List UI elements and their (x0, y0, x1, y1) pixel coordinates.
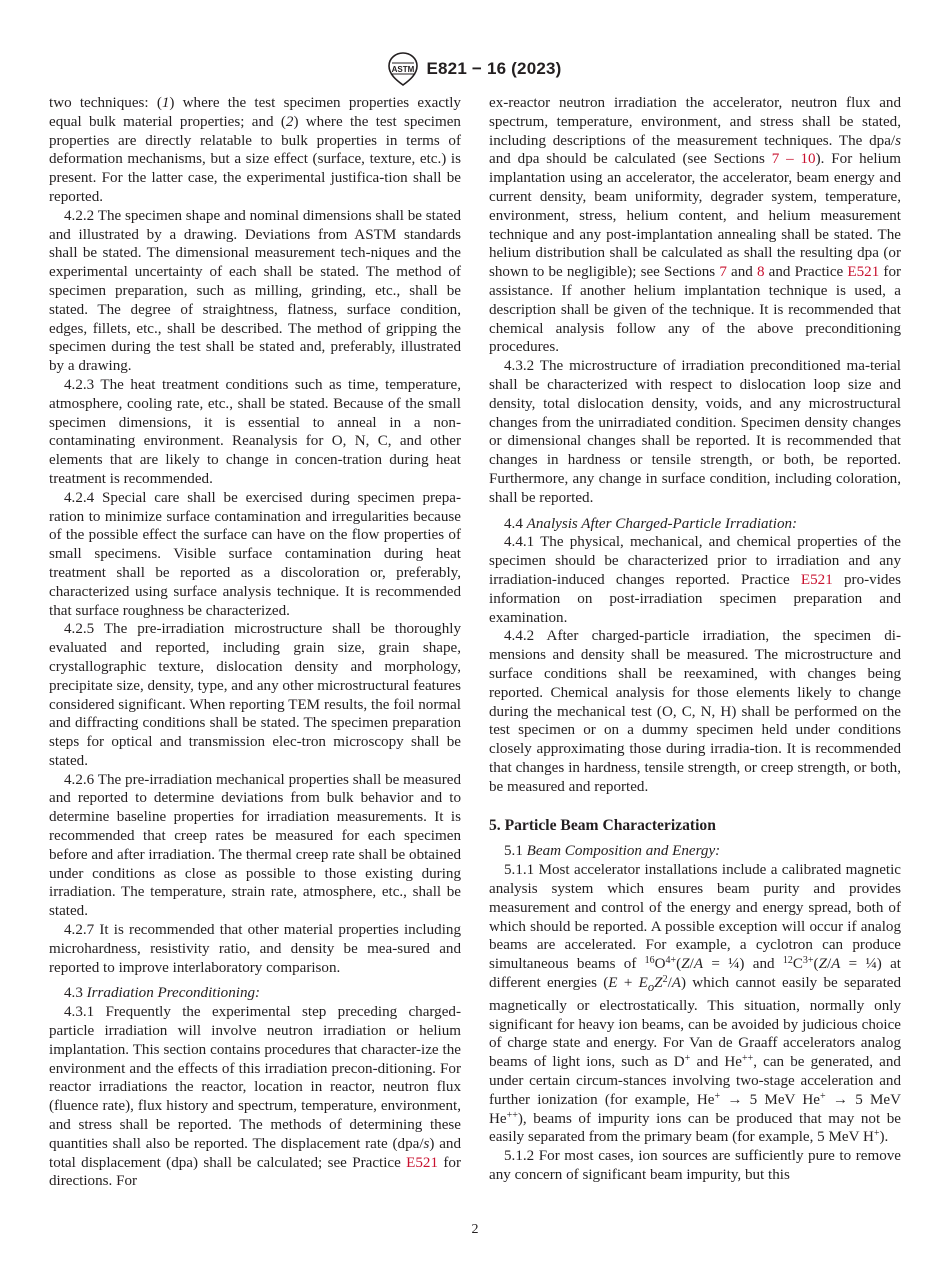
paragraph-4-2-5: 4.2.5 The pre-irradiation microstructure shall be thoroughly evaluated and reported, including grain size, grain shape, crystallographic texture, dislocation density and morphology, precipitate size, density, type, and any other microstructural features considered significant. When reporting TEM results, the foil normal and diffracting conditions shall be stated. The specimen preparation steps for optical and transmission elec-tron microscopy shall be stated. (49, 621, 461, 769)
paragraph-4-2-7: 4.2.7 It is recommended that other material properties including microhardness, resistivity ratio, and density be mea-sured and reported to improve interlaboratory comparison. (49, 922, 461, 976)
page-header (0, 52, 950, 86)
paragraph-4-2-1-continued: two techniques: (1) where the test specimen properties exactly equal bulk material properties; and (2) where the test specimen properties are directly relatable to bulk properties in terms of deformation mechanisms, but a size effect (surface, texture, etc.) is present. For the latter case, the experimental justifica-tion shall be reported. (49, 95, 461, 205)
sections-7-10-link[interactable]: 7 – 10 (771, 151, 816, 168)
paragraph-4-2-4: 4.2.4 Special care shall be exercised during specimen prepa-ration to minimize surface contamination and irregularities because of the possible effect the surface can have on the flow properties of small specimens. Visible surface contamination during heat treatment shall be reported as a discoloration or, preferably, characterized using surface analysis technique. It is recommended that surface roughness be characterized. (49, 489, 461, 619)
paragraph-4-3-2: 4.3.2 The microstructure of irradiation preconditioned ma-terial shall be characterized with respect to dislocation loop size and density, total dislocation density, voids, and any microstructural changes from the unirradiated condition. Specimen density changes or dimensional changes shall be reported. It is recommended that changes in hardness or tensile strength, or both, be reported. Furthermore, any change in surface condition, including coloration, shall be reported. (489, 358, 901, 506)
left-column (49, 94, 461, 1191)
paragraph-4-2-2: 4.2.2 The specimen shape and nominal dimensions shall be stated and illustrated by a drawing. Deviations from ASTM standards shall be stated. The dimensional measurement tech-niques and the experimental uncertainty of each shall be stated. The method of specimen preparation, such as milling, grinding, etc., shall be stated. The degree of straightness, flatness, surface condition, edges, fillets, etc., shall be described. The method of gripping the specimen during the test shall be stated and, preferably, illustrated by a drawing. (49, 207, 461, 375)
e521-link[interactable]: E521 (406, 1154, 439, 1171)
right-column (489, 94, 901, 1185)
paragraph-5-1-1: 5.1.1 Most accelerator installations include a calibrated magnetic analysis system which ensures beam purity and provides measurement and control of the energy and energy spread, both of which should be reported. A possible exception will occur if analog beams are accelerated. For example, a cyclotron can produce simultaneous beams of $^{16}O^{4+}(Z/A$ = ¼) and $^{12}C^{3+}(Z/A$ = ¼) at different energies $(E + E_oZ^2/A)$ which cannot easily be separated magnetically or electrostatically. This situation, normally only significant for heavy ion beams, can be avoided by judicious choice of charge state and energy. For Van de Graaff accelerators analog beams of light ions, such as D+ and He++, can be generated, and under certain circum-stances involving two-stage acceleration and further ionization (for example, He+ → 5 MeV He+ → 5 MeV He++), beams of impurity ions can be produced that may not be easily separated from the primary beam (for example, 5 MeV H+). (489, 862, 902, 1146)
paragraph-4-3-1: 4.3.1 Frequently the experimental step preceding charged-particle irradiation will involve neutron irradiation or helium implantation. This section contains procedures that character-ize the environment and the effects of this irradiation precon-ditioning. For reactor irradiations the reactor, location in reactor, neutron flux (fluence rate), flux history and spectrum, temperature, environment, and stress shall be reported. The methods of determining these quantities shall also be reported. The displacement rate (dpa/s) and total displacement (dpa) shall be calculated; see Practice E521 for directions. For (49, 1004, 461, 1190)
paragraph-4-3-1-continued: ex-reactor neutron irradiation the accelerator, neutron flux and spectrum, temperature, environment, and stress shall be stated, including descriptions of the measurement techniques. The dpa/s and dpa should be calculated (see Sections 7 – 10). For helium implantation using an accelerator, the accelerator, beam energy and current density, beam uniformity, degrader system, temperature, environment, stress, helium content, and helium measurement technique and any post-implantation annealing shall be stated. The helium distribution shall be calculated as shall the resulting dpa (or shown to be negligible); see Sections 7 and 8 and Practice E521 for assistance. If another helium implantation technique is used, a description shall be given of the technique. It is recommended that chemical analysis follow any of the above preconditioning procedures. (489, 95, 902, 356)
section-4-3-heading: 4.3 Irradiation Preconditioning: (64, 985, 261, 1002)
standard-designation: E821 − 16 (2023) (426, 59, 562, 78)
section-5-1-heading: 5.1 Beam Composition and Energy: (504, 843, 721, 860)
section-5-heading: 5. Particle Beam Characterization (489, 817, 716, 835)
paragraph-4-4-2: 4.4.2 After charged-particle irradiation, the specimen di-mensions and density shall be measured. The microstructure and surface conditions shall be reexamined, with changes being reported. Chemical analysis for those elements likely to change during the mechanical test (O, C, N, H) shall be performed on the test specimen or on a dummy specimen held under conditions closely approximating those during irradia-tion. It is recommended that changes in hardness, tensile strength, or creep strength, or both, be measured and reported. (489, 628, 901, 795)
e521-link[interactable]: E521 (847, 264, 880, 281)
paragraph-4-4-1: 4.4.1 The physical, mechanical, and chemical properties of the specimen should be characterized prior to irradiation and any irradiation-induced changes reported. Practice E521 pro-vides information on post-irradiation specimen preparation and examination. (489, 534, 902, 626)
section-7-link[interactable]: 7 (719, 264, 727, 281)
astm-logo-icon (388, 52, 418, 86)
paragraph-4-2-6: 4.2.6 The pre-irradiation mechanical properties shall be measured and reported to determine deviations from bulk behavior and to determine baseline properties for irradiation measurements. It is recommended that creep rates be measured for each specimen before and after irradiation. The thermal creep rate shall be obtained under conditions as close as possible to those existing during irradiation. The temperature, strain rate, atmosphere, etc., shall be stated. (49, 771, 461, 920)
section-4-4-heading: 4.4 Analysis After Charged-Particle Irradiation: (504, 515, 798, 532)
page-number: 2 (471, 1222, 479, 1237)
section-8-link[interactable]: 8 (756, 264, 765, 281)
logo-lettering: ASTM (392, 65, 415, 74)
paragraph-5-1-2: 5.1.2 For most cases, ion sources are sufficiently pure to remove any concern of significant beam impurity, but this (489, 1148, 901, 1184)
e521-link[interactable]: E521 (800, 571, 833, 588)
paragraph-4-2-3: 4.2.3 The heat treatment conditions such as time, temperature, atmosphere, cooling rate, etc., shall be stated. Because of the small specimen dimensions, it is essential to anneal in a non-contaminating environment. Reanalysis for O, N, C, and other elements that are likely to change in concen-tration during heat treatment is recommended. (49, 376, 461, 487)
